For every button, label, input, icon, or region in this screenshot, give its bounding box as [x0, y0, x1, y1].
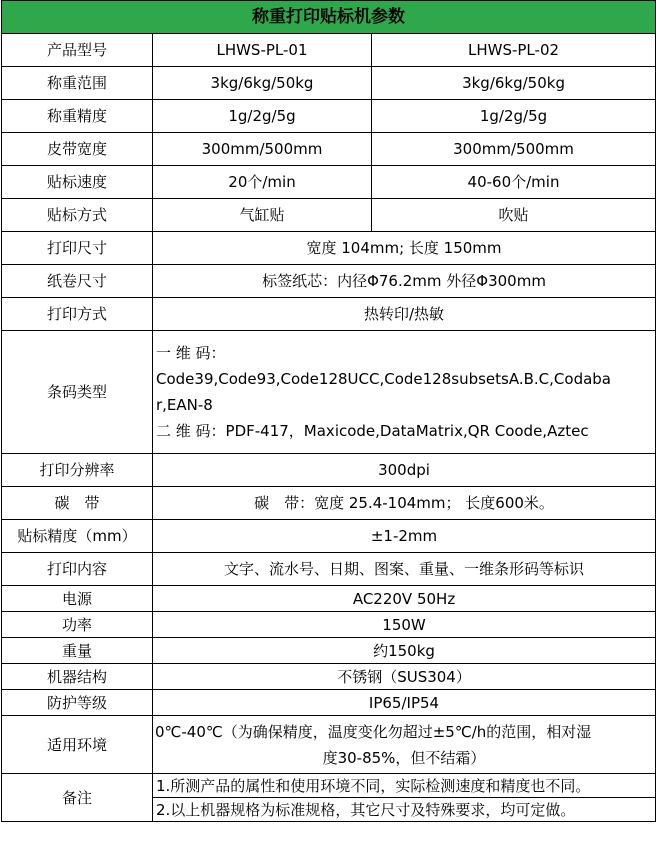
cell-value: 1g/2g/5g: [372, 100, 656, 133]
cell-value: 碳 带：宽度 25.4-104mm； 长度600米。: [153, 487, 656, 520]
row-label: 打印分辨率: [2, 454, 153, 487]
table-row: [2, 553, 656, 586]
row-label: 贴标精度（mm）: [2, 520, 153, 553]
spec-table: [1, 0, 656, 822]
table-row: [2, 520, 656, 553]
cell-value: 150W: [153, 612, 656, 638]
table-row: [2, 612, 656, 638]
cell-value: 3kg/6kg/50kg: [153, 67, 372, 100]
row-label: 适用环境: [2, 716, 153, 774]
cell-value: 气缸贴: [153, 199, 372, 232]
note-line: 2.以上机器规格为标准规格，其它尺寸及特殊要求，均可定做。: [153, 798, 656, 822]
cell-value: 300dpi: [153, 454, 656, 487]
table-row: [2, 586, 656, 612]
row-label: 称重精度: [2, 100, 153, 133]
row-label: 纸卷尺寸: [2, 265, 153, 298]
cell-value: 20个/min: [153, 166, 372, 199]
cell-value: 3kg/6kg/50kg: [372, 67, 656, 100]
table-row: [2, 487, 656, 520]
row-label: 功率: [2, 612, 153, 638]
table-row: [2, 133, 656, 166]
cell-value: LHWS-PL-02: [372, 34, 656, 67]
table-row: [2, 638, 656, 664]
table-row: [2, 716, 656, 774]
row-label: 备注: [2, 774, 153, 822]
row-label: 碳 带: [2, 487, 153, 520]
environment-value: [153, 716, 656, 774]
note-line: 1.所测产品的属性和使用环境不同，实际检测速度和精度也不同。: [153, 774, 656, 798]
row-label: 贴标速度: [2, 166, 153, 199]
table-row: [2, 664, 656, 690]
cell-value: 300mm/500mm: [372, 133, 656, 166]
row-label: 打印方式: [2, 298, 153, 331]
table-row: [2, 265, 656, 298]
table-title: 称重打印贴标机参数: [2, 1, 656, 34]
table-row: [2, 100, 656, 133]
barcode-line: r,EAN-8: [156, 396, 213, 414]
table-row: [2, 454, 656, 487]
cell-value: 40-60个/min: [372, 166, 656, 199]
cell-value: AC220V 50Hz: [153, 586, 656, 612]
table-row: [2, 298, 656, 331]
table-row: [2, 199, 656, 232]
row-label: 皮带宽度: [2, 133, 153, 166]
cell-value: 热转印/热敏: [153, 298, 656, 331]
row-label: 电源: [2, 586, 153, 612]
barcode-types: [153, 331, 656, 454]
environment-line: 0℃-40℃（为确保精度，温度变化勿超过±5℃/h的范围，相对湿: [155, 722, 592, 741]
row-label: 贴标方式: [2, 199, 153, 232]
cell-value: 1g/2g/5g: [153, 100, 372, 133]
cell-value: IP65/IP54: [153, 690, 656, 716]
row-label: 重量: [2, 638, 153, 664]
cell-value: 宽度 104mm; 长度 150mm: [153, 232, 656, 265]
barcode-line: 一 维 码：: [156, 344, 226, 362]
cell-value: 不锈钢（SUS304）: [153, 664, 656, 690]
row-label: 打印尺寸: [2, 232, 153, 265]
row-label: 条码类型: [2, 331, 153, 454]
row-label: 机器结构: [2, 664, 153, 690]
cell-value: 文字、流水号、日期、图案、重量、一维条形码等标识: [153, 553, 656, 586]
cell-value: 标签纸芯：内径Φ76.2mm 外径Φ300mm: [153, 265, 656, 298]
row-label: 称重范围: [2, 67, 153, 100]
row-label: 打印内容: [2, 553, 153, 586]
table-row: [2, 67, 656, 100]
table-row: [2, 232, 656, 265]
table-row: [2, 34, 656, 67]
barcode-line: Code39,Code93,Code128UCC,Code128subsetsA.B.C,Codaba: [156, 370, 611, 388]
table-row: [2, 690, 656, 716]
cell-value: 300mm/500mm: [153, 133, 372, 166]
table-row: [2, 166, 656, 199]
table-row: [2, 331, 656, 454]
row-label: 防护等级: [2, 690, 153, 716]
row-label: 产品型号: [2, 34, 153, 67]
cell-value: ±1-2mm: [153, 520, 656, 553]
cell-value: LHWS-PL-01: [153, 34, 372, 67]
barcode-line: 二 维 码：PDF-417，Maxicode,DataMatrix,QR Coode,Aztec: [156, 422, 589, 440]
environment-line: 度30-85%，但不结霜）: [322, 748, 486, 767]
table-row: [2, 774, 656, 798]
cell-value: 吹贴: [372, 199, 656, 232]
cell-value: 约150kg: [153, 638, 656, 664]
